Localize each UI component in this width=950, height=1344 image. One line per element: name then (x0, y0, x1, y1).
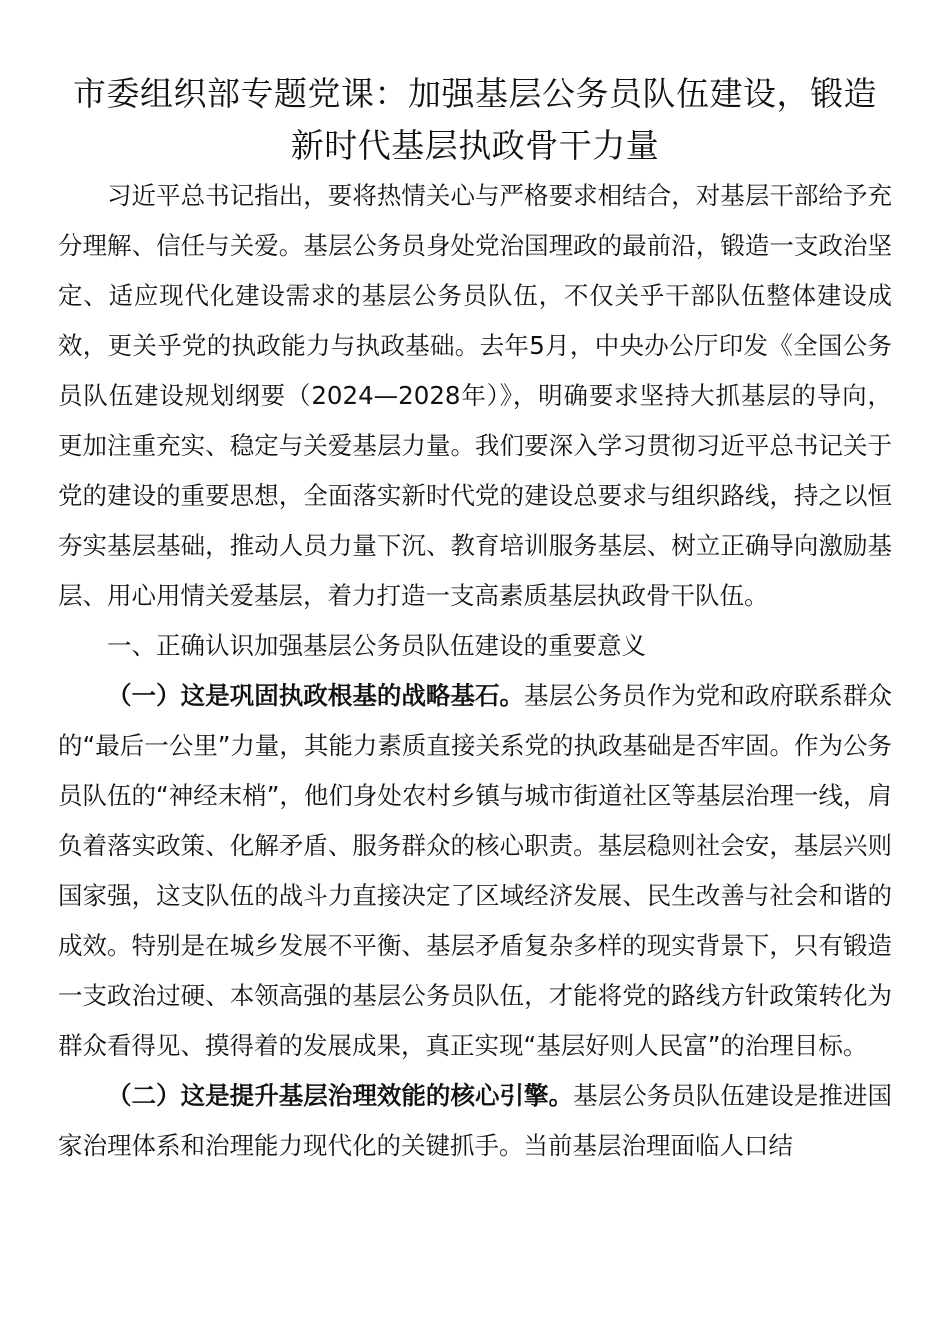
point-2-lead: （二）这是提升基层治理效能的核心引擎。 (107, 1081, 574, 1110)
section-1-point-1 (58, 671, 892, 1071)
section-1-point-2 (58, 1071, 892, 1171)
intro-paragraph: 习近平总书记指出，要将热情关心与严格要求相结合，对基层干部给予充分理解、信任与关爱。基层公务员身处党治国理政的最前沿，锻造一支政治坚定、适应现代化建设需求的基层公务员队伍，不仅关乎干部队伍整体建设成效，更关乎党的执政能力与执政基础。去年5月，中央办公厅印发《全国公务员队伍建设规划纲要（2024—2028年）》，明确要求坚持大抓基层的导向，更加注重充实、稳定与关爱基层力量。我们要深入学习贯彻习近平总书记关于党的建设的重要思想，全面落实新时代党的建设总要求与组织路线，持之以恒夯实基层基础，推动人员力量下沉、教育培训服务基层、树立正确导向激励基层、用心用情关爱基层，着力打造一支高素质基层执政骨干队伍。 (58, 181, 892, 610)
point-1-lead: （一）这是巩固执政根基的战略基石。 (107, 681, 525, 710)
section-heading-1: 一、正确认识加强基层公务员队伍建设的重要意义 (107, 631, 646, 660)
point-2-body: 基层公务员队伍建设是推进国家治理体系和治理能力现代化的关键抓手。当前基层治理面临人口结 (58, 1081, 893, 1160)
point-1-body: 基层公务员作为党和政府联系群众的“最后一公里”力量，其能力素质直接关系党的执政基础是否牢固。作为公务员队伍的“神经末梢”，他们身处农村乡镇与城市街道社区等基层治理一线，肩负着落实政策、化解矛盾、服务群众的核心职责。基层稳则社会安，基层兴则国家强，这支队伍的战斗力直接决定了区域经济发展、民生改善与社会和谐的成效。特别是在城乡发展不平衡、基层矛盾复杂多样的现实背景下，只有锻造一支政治过硬、本领高强的基层公务员队伍，才能将党的路线方针政策转化为群众看得见、摸得着的发展成果，真正实现“基层好则人民富”的治理目标。 (58, 681, 892, 1060)
document-title: 市委组织部专题党课：加强基层公务员队伍建设，锻造新时代基层执政骨干力量 (73, 74, 877, 165)
